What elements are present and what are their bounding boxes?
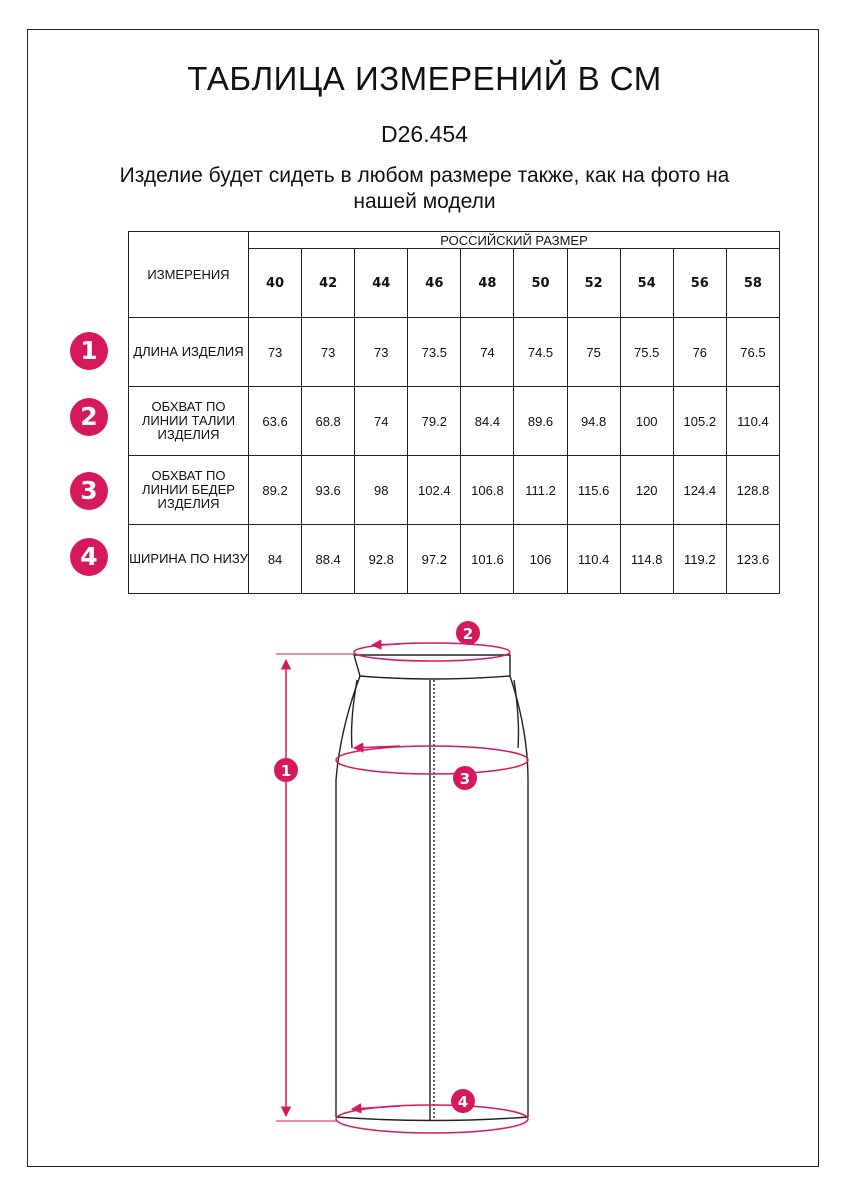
marker-2 [456,621,480,645]
row-number-badge: 3 [70,472,108,510]
size-group-header: РОССИЙСКИЙ РАЗМЕР [249,232,780,249]
size-table [128,231,780,594]
row-label: ОБХВАТ ПО ЛИНИИ ТАЛИИ ИЗДЕЛИЯ [129,387,249,456]
table-row [129,525,780,594]
table-cell: 74.5 [514,318,567,387]
table-cell: 94.8 [567,387,620,456]
table-cell: 73 [249,318,302,387]
row-number-badge: 4 [70,538,108,576]
skirt-outline [336,655,528,1121]
table-cell: 97.2 [408,525,461,594]
table-cell: 128.8 [726,456,779,525]
table-cell: 106.8 [461,456,514,525]
table-cell: 76 [673,318,726,387]
marker-3 [453,766,477,790]
table-cell: 106 [514,525,567,594]
row-label: ОБХВАТ ПО ЛИНИИ БЕДЕР ИЗДЕЛИЯ [129,456,249,525]
size-header: 44 [355,249,408,318]
length-measure [276,654,354,1121]
table-cell: 76.5 [726,318,779,387]
table-cell: 68.8 [302,387,355,456]
table-row [129,387,780,456]
table-cell: 75 [567,318,620,387]
table-cell: 73 [355,318,408,387]
table-cell: 74 [355,387,408,456]
article-number: D26.454 [381,121,468,147]
page-title: ТАБЛИЦА ИЗМЕРЕНИЙ В СМ [187,60,662,97]
table-cell: 79.2 [408,387,461,456]
size-header: 46 [408,249,461,318]
size-header: 58 [726,249,779,318]
table-cell: 105.2 [673,387,726,456]
waist-measure [354,643,510,661]
table-cell: 74 [461,318,514,387]
table-row [129,456,780,525]
table-cell: 120 [620,456,673,525]
hip-measure [336,746,528,774]
table-cell: 73.5 [408,318,461,387]
table-cell: 63.6 [249,387,302,456]
table-cell: 98 [355,456,408,525]
marker-label: 1 [280,762,292,780]
table-cell: 84.4 [461,387,514,456]
marker-label: 2 [462,625,474,643]
marker-1 [274,758,298,782]
table-cell: 75.5 [620,318,673,387]
table-cell: 89.2 [249,456,302,525]
table-cell: 88.4 [302,525,355,594]
table-cell: 89.6 [514,387,567,456]
table-cell: 101.6 [461,525,514,594]
table-cell: 111.2 [514,456,567,525]
table-cell: 114.8 [620,525,673,594]
measure-header: ИЗМЕРЕНИЯ [129,232,249,318]
table-cell: 119.2 [673,525,726,594]
table-cell: 73 [302,318,355,387]
row-label: ШИРИНА ПО НИЗУ [129,525,249,594]
table-cell: 100 [620,387,673,456]
size-header: 42 [302,249,355,318]
marker-4 [451,1089,475,1113]
table-row [129,318,780,387]
table-cell: 93.6 [302,456,355,525]
skirt-measurement-diagram [0,600,849,1160]
table-cell: 102.4 [408,456,461,525]
table-cell: 123.6 [726,525,779,594]
table-cell: 115.6 [567,456,620,525]
table-cell: 84 [249,525,302,594]
row-number-badge: 1 [70,332,108,370]
size-header: 54 [620,249,673,318]
row-label: ДЛИНА ИЗДЕЛИЯ [129,318,249,387]
row-number-badge: 2 [70,398,108,436]
marker-label: 4 [457,1093,469,1111]
table-cell: 92.8 [355,525,408,594]
table-cell: 110.4 [726,387,779,456]
size-header: 40 [249,249,302,318]
table-cell: 124.4 [673,456,726,525]
marker-label: 3 [459,770,471,788]
size-header: 56 [673,249,726,318]
size-header: 50 [514,249,567,318]
fit-note: Изделие будет сидеть в любом размере также, как на фото на нашей модели [119,164,730,213]
table-cell: 110.4 [567,525,620,594]
size-header: 48 [461,249,514,318]
size-header: 52 [567,249,620,318]
